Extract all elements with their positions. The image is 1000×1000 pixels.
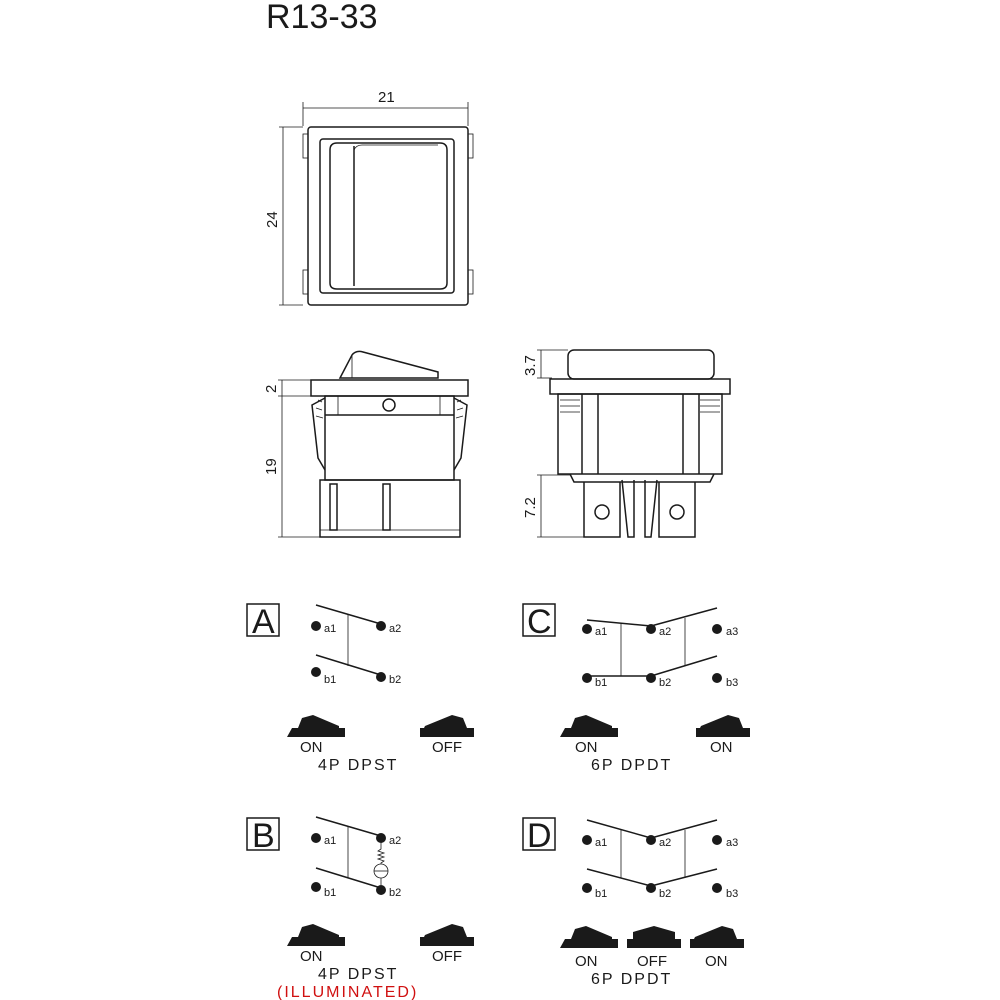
pin-b1: b1 — [324, 674, 337, 686]
position-label: ON — [575, 953, 598, 970]
contact-type: 6P DPDT — [591, 971, 673, 988]
illuminated-note: (ILLUMINATED) — [277, 984, 419, 1000]
schematic-letter: A — [252, 603, 275, 641]
schematic-c — [523, 603, 750, 774]
position-label: ON — [710, 739, 733, 756]
schematic-b — [247, 817, 474, 1000]
dim-side-body: 19 — [263, 458, 280, 475]
pin-a2: a2 — [389, 623, 402, 635]
pin-a3: a3 — [726, 626, 739, 638]
dim-front-terminal: 7.2 — [522, 497, 539, 518]
side-view — [263, 351, 468, 537]
model-title: R13-33 — [266, 0, 378, 36]
pin-b2: b2 — [389, 674, 402, 686]
pin-b1: b1 — [595, 888, 608, 900]
dim-side-cap: 2 — [263, 384, 280, 393]
pin-a2: a2 — [659, 837, 672, 849]
position-label: OFF — [637, 953, 667, 970]
schematic-letter: C — [527, 603, 552, 641]
pin-b3: b3 — [726, 677, 739, 689]
position-label: OFF — [432, 948, 462, 965]
pin-b2: b2 — [659, 888, 672, 900]
position-label: ON — [300, 948, 323, 965]
contact-type: 4P DPST — [318, 966, 399, 983]
front-view — [522, 350, 730, 537]
dim-front-cap: 3.7 — [522, 355, 539, 376]
pin-a1: a1 — [324, 835, 337, 847]
pin-b3: b3 — [726, 888, 739, 900]
pin-a2: a2 — [389, 835, 402, 847]
position-label: ON — [575, 739, 598, 756]
pin-a1: a1 — [595, 626, 608, 638]
contact-type: 6P DPDT — [591, 757, 673, 774]
pin-a2: a2 — [659, 626, 672, 638]
top-view — [264, 89, 473, 305]
dim-top-height: 24 — [264, 211, 281, 228]
dim-top-width: 21 — [378, 89, 395, 106]
pin-b2: b2 — [659, 677, 672, 689]
pin-b1: b1 — [595, 677, 608, 689]
contact-type: 4P DPST — [318, 757, 399, 774]
position-label: ON — [300, 739, 323, 756]
schematic-a — [247, 603, 474, 774]
position-label: ON — [705, 953, 728, 970]
schematic-letter: B — [252, 817, 275, 855]
pin-a1: a1 — [324, 623, 337, 635]
position-label: OFF — [432, 739, 462, 756]
schematic-d — [523, 817, 744, 988]
schematic-letter: D — [527, 817, 552, 855]
pin-b2: b2 — [389, 887, 402, 899]
pin-a3: a3 — [726, 837, 739, 849]
pin-a1: a1 — [595, 837, 608, 849]
pin-b1: b1 — [324, 887, 337, 899]
